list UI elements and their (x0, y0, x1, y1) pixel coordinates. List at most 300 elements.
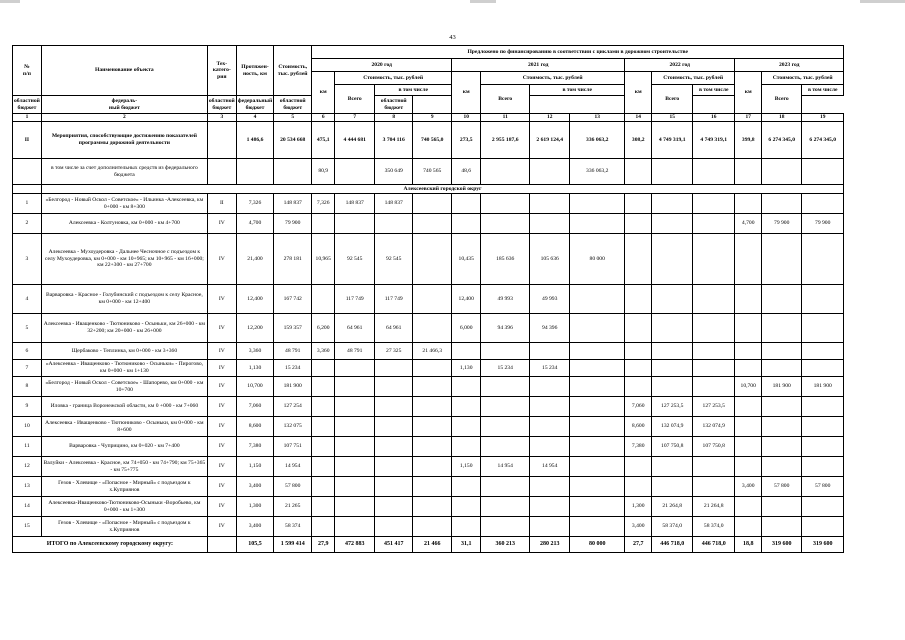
row-cell (413, 497, 452, 517)
row-cell: 92 545 (375, 234, 413, 285)
row-cell: 3,400 (735, 477, 762, 497)
row-number: 15 (13, 517, 42, 537)
row-cell (762, 194, 802, 214)
row-cell (312, 397, 335, 417)
row-cell (530, 477, 570, 497)
column-number: 1 (13, 114, 42, 122)
row-cell: 132 074,9 (693, 417, 735, 437)
row-cell (652, 194, 693, 214)
row-cell (335, 360, 375, 377)
row-cell (312, 497, 335, 517)
row-number: 11 (13, 437, 42, 457)
section-cell: 4 749 319,1 (652, 122, 693, 159)
table-row (13, 497, 844, 517)
row-cell (452, 397, 481, 417)
row-number: 3 (13, 234, 42, 285)
row-number: 12 (13, 457, 42, 477)
object-name: «Алексеевка - Иващенково - Тютюниково - Осыньки» - Пирогово, км 0+000 - км 1+130 (41, 360, 207, 377)
row-cell (762, 417, 802, 437)
row-cell (735, 417, 762, 437)
object-name: Алексеевка-Иващенково-Тютюниково-Осыньки -Воробьево, км 0+000 - км 1+300 (41, 497, 207, 517)
total-cell: 319 600 (802, 537, 844, 553)
row-cell (452, 194, 481, 214)
row-cell: IV (207, 437, 236, 457)
row-cell (652, 477, 693, 497)
total-cell: 105,5 (236, 537, 273, 553)
object-name: «Белгород - Новый Оскол - Советское» - Шапорево, км 0+000 - км 10+700 (41, 377, 207, 397)
row-cell (693, 314, 735, 343)
column-number: 3 (207, 114, 236, 122)
row-cell: 27 325 (375, 343, 413, 360)
row-cell (481, 437, 530, 457)
row-cell (312, 437, 335, 457)
row-cell: 181 900 (274, 377, 312, 397)
section-cell: 6 274 345,0 (802, 122, 844, 159)
row-cell (693, 214, 735, 234)
row-cell (625, 285, 652, 314)
federal-cell: 350 649 (375, 159, 413, 185)
table-row (13, 343, 844, 360)
financing-table (12, 45, 844, 553)
row-cell: 12,400 (236, 285, 273, 314)
row-cell (735, 314, 762, 343)
row-cell (530, 194, 570, 214)
federal-cell (274, 159, 312, 185)
row-cell: 105 636 (530, 234, 570, 285)
total-cell: 27,9 (312, 537, 335, 553)
row-cell (570, 437, 625, 457)
row-cell (452, 214, 481, 234)
section-cell: 2 619 124,4 (530, 122, 570, 159)
row-cell: IV (207, 457, 236, 477)
page-number: 43 (449, 34, 456, 41)
row-cell: 132 075 (274, 417, 312, 437)
row-cell: 58 374,0 (652, 517, 693, 537)
row-cell: IV (207, 360, 236, 377)
row-cell (570, 397, 625, 417)
row-cell (335, 477, 375, 497)
section-cell: 1 486,6 (236, 122, 273, 159)
row-cell: 7,380 (625, 437, 652, 457)
section-cell: 3 704 116 (375, 122, 413, 159)
row-cell (570, 194, 625, 214)
column-number: 12 (530, 114, 570, 122)
row-cell (652, 285, 693, 314)
district-row (13, 185, 844, 194)
row-cell: 12,200 (236, 314, 273, 343)
row-cell: 278 181 (274, 234, 312, 285)
total-cell: 1 599 414 (274, 537, 312, 553)
row-cell (481, 214, 530, 234)
header-incl-2022: в том числе (693, 85, 735, 96)
column-number: 17 (735, 114, 762, 122)
federal-number (13, 159, 42, 185)
row-cell: 6,200 (312, 314, 335, 343)
row-cell (802, 397, 844, 417)
row-cell (735, 517, 762, 537)
row-cell: 127 254 (274, 397, 312, 417)
row-cell (452, 437, 481, 457)
row-cell (735, 234, 762, 285)
row-cell: 21,400 (236, 234, 273, 285)
row-cell (481, 397, 530, 417)
table-row (13, 517, 844, 537)
row-cell (762, 314, 802, 343)
row-cell (452, 417, 481, 437)
row-cell (375, 360, 413, 377)
row-cell (570, 377, 625, 397)
row-cell (413, 437, 452, 457)
row-cell (312, 377, 335, 397)
header-cost-2021: Стоимость, тыс. рублей (481, 72, 625, 85)
scan-edge-mid (470, 0, 496, 3)
row-cell (452, 377, 481, 397)
row-cell (375, 214, 413, 234)
row-cell: IV (207, 343, 236, 360)
row-cell: IV (207, 477, 236, 497)
row-cell (481, 517, 530, 537)
header-regional-2020: областной бюджет (13, 96, 42, 114)
row-cell: 3,360 (236, 343, 273, 360)
row-cell: 80 000 (570, 234, 625, 285)
district-name: Алексеевский городской округ (41, 185, 843, 194)
total-row (13, 537, 844, 553)
row-number: 10 (13, 417, 42, 437)
row-cell (570, 497, 625, 517)
column-number: 19 (802, 114, 844, 122)
column-number: 15 (652, 114, 693, 122)
row-cell: 3,400 (625, 517, 652, 537)
row-cell (413, 285, 452, 314)
row-cell (570, 477, 625, 497)
row-cell: 21 264,8 (693, 497, 735, 517)
row-cell (570, 285, 625, 314)
row-cell (802, 437, 844, 457)
row-cell: 6,000 (452, 314, 481, 343)
total-name: ИТОГО по Алексеевскому городскому округу: (13, 537, 208, 553)
row-cell (652, 457, 693, 477)
total-cell: 472 883 (335, 537, 375, 553)
scan-edge-right (860, 0, 905, 3)
table-row (13, 360, 844, 377)
total-cell (207, 537, 236, 553)
row-cell (335, 377, 375, 397)
header-federal-2020: федераль- ный бюджет (41, 96, 207, 114)
header-category: Тех- катего- рия (207, 46, 236, 96)
row-cell: 107 751 (274, 437, 312, 457)
row-cell (375, 517, 413, 537)
row-cell: 48 791 (335, 343, 375, 360)
row-cell (335, 437, 375, 457)
federal-cell (207, 159, 236, 185)
object-name: Валуйки - Алексеевка - Красное, км 74+050 - км 74+790; км 75+365 - км 75+775 (41, 457, 207, 477)
row-cell: 57 800 (802, 477, 844, 497)
row-cell: 159 357 (274, 314, 312, 343)
row-cell: IV (207, 214, 236, 234)
header-total-2023: Всего (762, 85, 802, 114)
table-row (13, 417, 844, 437)
row-cell (530, 497, 570, 517)
row-cell: 57 800 (762, 477, 802, 497)
row-number: 6 (13, 343, 42, 360)
row-cell (312, 477, 335, 497)
header-cost-2020: Стоимость, тыс. рублей (335, 72, 452, 85)
row-cell: 132 074,9 (652, 417, 693, 437)
row-cell: IV (207, 314, 236, 343)
row-number: 13 (13, 477, 42, 497)
column-number: 7 (335, 114, 375, 122)
row-cell: 127 253,5 (652, 397, 693, 417)
row-cell (481, 497, 530, 517)
row-cell: 21 466,3 (413, 343, 452, 360)
row-cell (375, 377, 413, 397)
row-cell (762, 517, 802, 537)
row-cell: 14 954 (530, 457, 570, 477)
row-cell: IV (207, 417, 236, 437)
row-cell: 64 961 (335, 314, 375, 343)
row-cell: 10,965 (312, 234, 335, 285)
column-number: 16 (693, 114, 735, 122)
row-cell: 1,130 (452, 360, 481, 377)
object-name: Гезов - Хлевище - «Попасное - Мирный» с подъездом к х.Куприянов (41, 517, 207, 537)
column-number: 5 (274, 114, 312, 122)
row-cell: 7,380 (236, 437, 273, 457)
federal-cell: 740 565 (413, 159, 452, 185)
row-cell (735, 194, 762, 214)
row-cell: 1,150 (236, 457, 273, 477)
row-cell: 148 837 (274, 194, 312, 214)
row-cell: 57 800 (274, 477, 312, 497)
row-cell (802, 360, 844, 377)
row-cell (625, 314, 652, 343)
row-cell (625, 234, 652, 285)
row-cell (762, 285, 802, 314)
row-cell: 3,400 (236, 477, 273, 497)
table-row (13, 234, 844, 285)
row-cell (413, 397, 452, 417)
column-number: 11 (481, 114, 530, 122)
object-name: Алексеевка - Иващенково - Тютюниково - Осыньки, км 0+000 - км 8+600 (41, 417, 207, 437)
section-cell: 20 534 668 (274, 122, 312, 159)
row-number: 2 (13, 214, 42, 234)
row-cell (625, 194, 652, 214)
row-cell (570, 214, 625, 234)
column-number: 14 (625, 114, 652, 122)
section-cell: 336 063,2 (570, 122, 625, 159)
row-cell: 7,060 (236, 397, 273, 417)
row-cell: 14 954 (274, 457, 312, 477)
row-cell (413, 234, 452, 285)
row-cell (735, 360, 762, 377)
row-cell: 10,700 (735, 377, 762, 397)
row-cell: 8,600 (625, 417, 652, 437)
row-cell (335, 214, 375, 234)
row-cell (375, 457, 413, 477)
column-number: 4 (236, 114, 273, 122)
row-cell (762, 457, 802, 477)
federal-cell (693, 159, 735, 185)
federal-cell (530, 159, 570, 185)
row-cell (530, 417, 570, 437)
table-row (13, 285, 844, 314)
header-financing: Предложено по финансированию в соответствии с циклами в дорожном строительстве (312, 46, 844, 59)
row-cell (312, 360, 335, 377)
row-cell (625, 214, 652, 234)
row-number: 4 (13, 285, 42, 314)
row-cell (625, 457, 652, 477)
row-cell: 1,300 (625, 497, 652, 517)
federal-cell (735, 159, 762, 185)
row-cell (802, 314, 844, 343)
row-cell: 3,400 (236, 517, 273, 537)
row-cell: IV (207, 517, 236, 537)
row-cell (652, 343, 693, 360)
row-cell (570, 457, 625, 477)
row-cell (312, 457, 335, 477)
row-cell (375, 417, 413, 437)
row-cell (312, 214, 335, 234)
row-cell (375, 397, 413, 417)
table-row (13, 477, 844, 497)
row-cell (625, 477, 652, 497)
federal-cell: 48,6 (452, 159, 481, 185)
table-row (13, 194, 844, 214)
row-cell: IV (207, 377, 236, 397)
total-cell: 319 600 (762, 537, 802, 553)
federal-cell (236, 159, 273, 185)
row-cell (735, 497, 762, 517)
row-cell: 10,435 (452, 234, 481, 285)
federal-cell: 80,9 (312, 159, 335, 185)
row-cell: 148 837 (335, 194, 375, 214)
row-cell: 49 993 (481, 285, 530, 314)
row-cell: 14 954 (481, 457, 530, 477)
row-cell (570, 517, 625, 537)
table-row (13, 397, 844, 417)
row-cell (481, 343, 530, 360)
federal-cell (481, 159, 530, 185)
row-cell (762, 397, 802, 417)
total-cell: 27,7 (625, 537, 652, 553)
row-number: 14 (13, 497, 42, 517)
row-cell (413, 377, 452, 397)
column-number: 9 (413, 114, 452, 122)
row-cell (570, 343, 625, 360)
object-name: Алексеевка - Мухоудеровка - Дальнее Чесночное с подъездом к селу Мухоудеровка, км 0+000 - км 10+965; км 10+965 - км 16+000; км 22+300 - км 27+700 (41, 234, 207, 285)
row-cell: 7,326 (312, 194, 335, 214)
row-cell (530, 214, 570, 234)
row-cell (413, 417, 452, 437)
row-cell: IV (207, 234, 236, 285)
row-cell (312, 517, 335, 537)
row-cell (652, 234, 693, 285)
row-cell (530, 343, 570, 360)
row-cell: 94 396 (481, 314, 530, 343)
row-cell (570, 417, 625, 437)
section-cell: 308,2 (625, 122, 652, 159)
row-cell (693, 194, 735, 214)
column-number: 10 (452, 114, 481, 122)
row-cell (413, 477, 452, 497)
header-total-2021: Всего (481, 85, 530, 114)
total-cell: 31,1 (452, 537, 481, 553)
row-cell: 79 900 (274, 214, 312, 234)
header-year-2023: 2023 год (735, 59, 844, 72)
row-cell (375, 477, 413, 497)
row-cell: 15 234 (274, 360, 312, 377)
federal-cell (625, 159, 652, 185)
row-cell (735, 397, 762, 417)
section-cell: 4 749 319,1 (693, 122, 735, 159)
row-cell (762, 360, 802, 377)
row-cell (693, 360, 735, 377)
row-number: 1 (13, 194, 42, 214)
header-year-2021: 2021 год (452, 59, 625, 72)
row-cell (762, 437, 802, 457)
total-cell: 80 000 (570, 537, 625, 553)
row-cell: 4,700 (735, 214, 762, 234)
row-number: 7 (13, 360, 42, 377)
header-cost-2023: Стоимость, тыс. рублей (762, 72, 844, 85)
section-cell: 273,5 (452, 122, 481, 159)
row-cell (802, 194, 844, 214)
row-cell: 21 265 (274, 497, 312, 517)
row-cell (652, 314, 693, 343)
row-cell: 1,300 (236, 497, 273, 517)
row-cell (530, 437, 570, 457)
row-cell: 107 750,8 (652, 437, 693, 457)
row-cell: 107 750,8 (693, 437, 735, 457)
row-cell (335, 497, 375, 517)
row-cell (530, 517, 570, 537)
header-cost-2022: Стоимость, тыс. рублей (652, 72, 735, 85)
row-cell (452, 343, 481, 360)
section-row (13, 122, 844, 159)
row-cell: 117 749 (335, 285, 375, 314)
row-cell: IV (207, 397, 236, 417)
column-number: 18 (762, 114, 802, 122)
federal-row (13, 159, 844, 185)
column-number: 6 (312, 114, 335, 122)
total-cell: 446 718,0 (652, 537, 693, 553)
section-cell: 6 274 345,0 (762, 122, 802, 159)
row-cell (762, 234, 802, 285)
row-cell: 21 264,8 (652, 497, 693, 517)
section-cell: 740 565,0 (413, 122, 452, 159)
header-regional-2021: областной бюджет (207, 96, 236, 114)
row-cell (693, 343, 735, 360)
row-cell: 58 374,0 (693, 517, 735, 537)
row-cell: 3,360 (312, 343, 335, 360)
row-cell (413, 194, 452, 214)
header-length: Протяжен- ность, км (236, 46, 273, 96)
row-number: 9 (13, 397, 42, 417)
header-km-2023: км (735, 72, 762, 114)
row-cell (802, 517, 844, 537)
header-total-2022: Всего (652, 85, 693, 114)
header-no: № п/п (13, 46, 42, 96)
total-cell: 21 466 (413, 537, 452, 553)
row-cell (452, 517, 481, 537)
total-cell: 280 213 (530, 537, 570, 553)
federal-cell: 336 063,2 (570, 159, 625, 185)
row-cell: 167 742 (274, 285, 312, 314)
row-cell (735, 343, 762, 360)
table-row (13, 377, 844, 397)
row-cell (802, 285, 844, 314)
federal-cell (652, 159, 693, 185)
header-incl-2021: в том числе (530, 85, 625, 96)
